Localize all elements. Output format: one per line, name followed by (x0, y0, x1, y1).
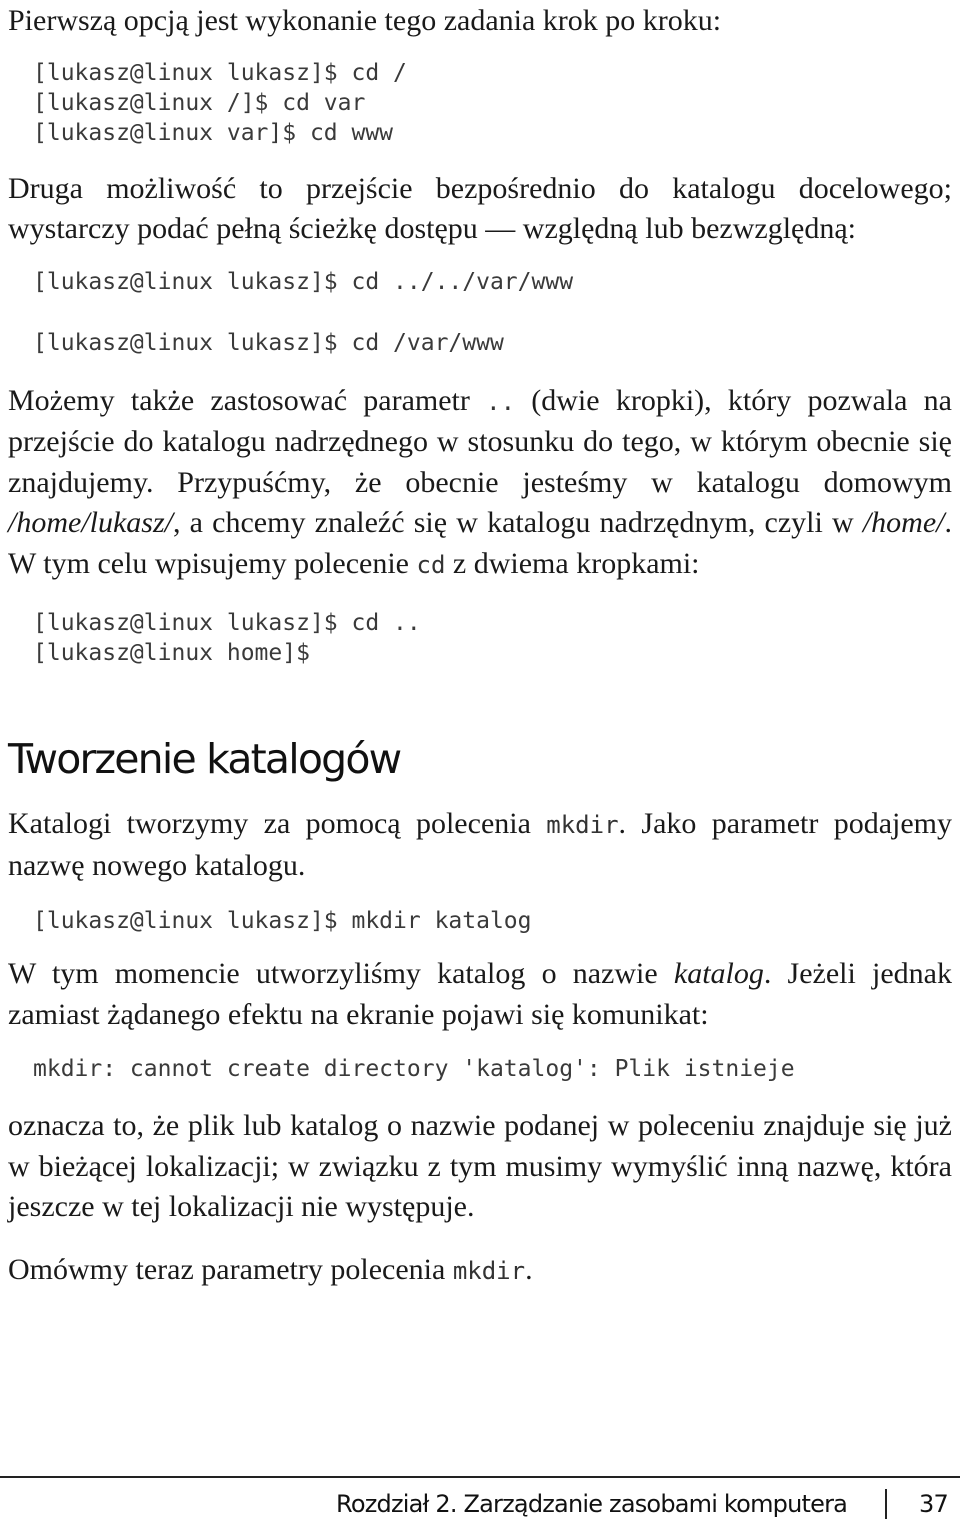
code-line: [lukasz@linux home]$ (33, 640, 310, 666)
dir-name-katalog: katalog (673, 957, 764, 990)
text: . Jako parametr podajemy nazwę nowego katalogu. (8, 807, 952, 882)
path-home-lukasz: /home/lukasz/ (8, 506, 173, 539)
text: . Jeżeli jednak zamiast żądanego efektu na ekranie pojawi się komunikat: (8, 957, 952, 1031)
text: (dwie kropki), który pozwala na przejście do katalogu nadrzędnego w stosunku do tego, w którym obecnie się znajdujemy. Przypuśćmy, że obecnie jesteśmy w katalogu domowym (8, 383, 952, 499)
text: . (525, 1252, 533, 1286)
direct-path-paragraph: Druga możliwość to przejście bezpośrednio do katalogu docelowego; wystarczy podać pełną ścieżkę dostępu — względną lub bezwzględną: (8, 171, 952, 245)
text: Omówmy teraz parametry polecenia (8, 1252, 453, 1286)
text: . W tym celu wpisujemy polecenie (8, 506, 952, 580)
text: , a chcemy znaleźć się w katalogu nadrzędnym, czyli w (173, 506, 863, 539)
code-block-mkdir (8, 906, 952, 936)
code-block-step-by-step (8, 58, 952, 148)
inline-code: mkdir (452, 1256, 526, 1285)
text: W tym momencie utworzyliśmy katalog o nazwie (8, 957, 674, 990)
text: z dwiema kropkami: (445, 546, 700, 580)
text: Katalogi tworzymy za pomocą polecenia (8, 807, 547, 840)
text: Możemy także zastosować parametr (8, 383, 487, 417)
code-line: [lukasz@linux lukasz]$ cd ../../var/www (33, 268, 574, 295)
code-block-parent-dir (8, 608, 952, 668)
code-line: [lukasz@linux lukasz]$ cd / (33, 59, 407, 86)
code-line: mkdir: cannot create directory 'katalog': Plik istnieje (33, 1056, 795, 1082)
footer-separator (885, 1489, 887, 1519)
code-line: [lukasz@linux lukasz]$ mkdir katalog (33, 908, 532, 934)
mkdir-intro-paragraph (8, 804, 952, 886)
error-explanation-paragraph: oznacza to, że plik lub katalog o nazwie podanej w poleceniu znajduje się już w bieżącej lokalizacji; w związku z tym musimy wymyślić inną nazwę, która jeszcze w tej lokalizacji nie występuje. (8, 1109, 952, 1223)
parent-dir-paragraph (8, 381, 952, 586)
inline-code: mkdir (546, 811, 619, 839)
code-line: [lukasz@linux lukasz]$ cd .. (33, 610, 421, 636)
page-footer (336, 1486, 948, 1522)
page-number: 37 (919, 1490, 948, 1518)
intro-paragraph: Pierwszą opcją jest wykonanie tego zadania krok po kroku: (8, 4, 722, 37)
section-heading: Tworzenie katalogów (8, 735, 401, 783)
code-block-error-message (8, 1054, 952, 1084)
path-home: /home/ (862, 506, 945, 539)
inline-code: cd (416, 550, 446, 579)
chapter-title: Rozdział 2. Zarządzanie zasobami komputera (336, 1490, 848, 1518)
code-line: [lukasz@linux /]$ cd var (33, 89, 366, 116)
page-content (8, 0, 952, 1291)
code-block-relative-path (8, 267, 952, 297)
code-block-absolute-path (8, 328, 952, 358)
mkdir-result-paragraph (8, 954, 952, 1035)
next-topic-paragraph (8, 1250, 952, 1292)
footer-rule (0, 1476, 960, 1478)
inline-code: .. (486, 387, 516, 416)
code-line: [lukasz@linux lukasz]$ cd /var/www (33, 329, 504, 356)
code-line: [lukasz@linux var]$ cd www (33, 119, 394, 146)
